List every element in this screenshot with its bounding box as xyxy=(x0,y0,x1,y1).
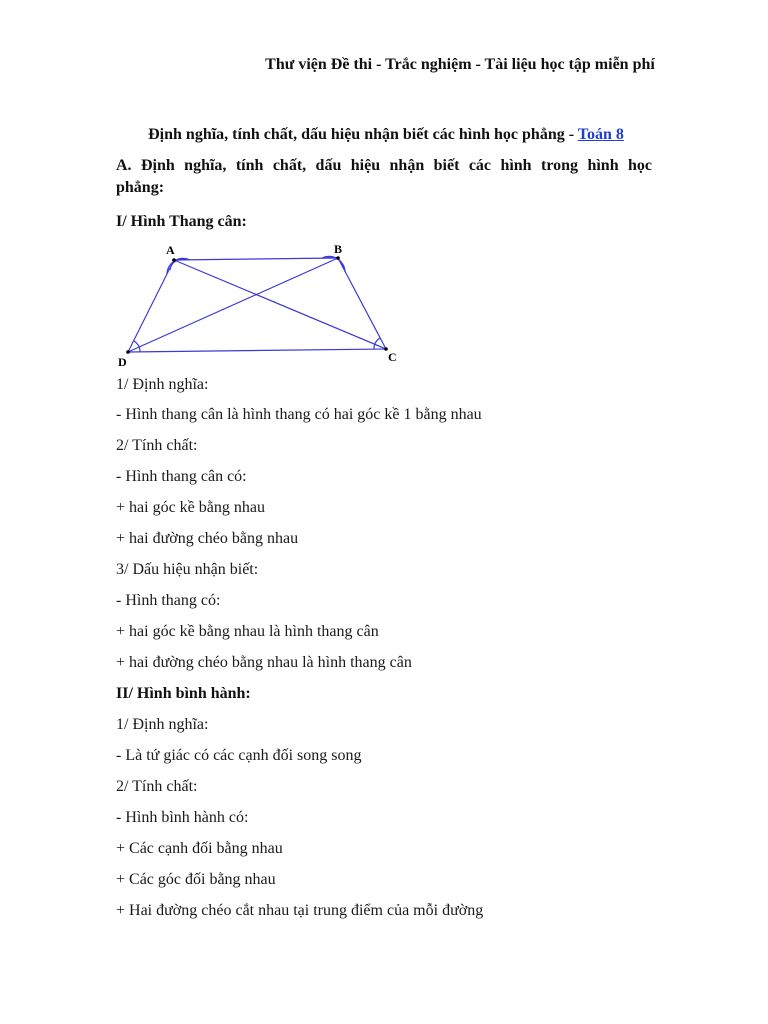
parallelogram-heading: II/ Hình bình hành: xyxy=(116,685,251,702)
trapezoid-sign-2: + hai đường chéo bằng nhau là hình thang cân xyxy=(116,654,412,671)
label-b: B xyxy=(334,242,343,256)
trapezoid-properties-title: 2/ Tính chất: xyxy=(116,437,198,454)
isosceles-trapezoid-diagram xyxy=(112,238,412,372)
trapezoid-definition-text: - Hình thang cân là hình thang có hai góc kề 1 bằng nhau xyxy=(116,406,482,423)
angle-mark-c xyxy=(374,338,380,349)
parallelogram-definition-text: - Là tứ giác có các cạnh đối song song xyxy=(116,747,362,764)
document-subtitle xyxy=(116,124,656,145)
vertex-b xyxy=(336,256,340,260)
subtitle-text: Định nghĩa, tính chất, dấu hiệu nhận biết các hình học phẳng - xyxy=(148,126,578,143)
parallelogram-properties-title: 2/ Tính chất: xyxy=(116,778,198,795)
label-d: D xyxy=(118,355,127,369)
side-cd xyxy=(128,349,386,352)
side-ab xyxy=(174,258,338,260)
label-a: A xyxy=(166,243,175,257)
trapezoid-property-1: + hai góc kề bằng nhau xyxy=(116,499,265,516)
trapezoid-sign-1: + hai góc kề bằng nhau là hình thang cân xyxy=(116,623,379,640)
vertex-d xyxy=(126,350,130,354)
parallelogram-property-1: + Các cạnh đối bằng nhau xyxy=(116,840,283,857)
page-header: Thư viện Đề thi - Trắc nghiệm - Tài liệu học tập miễn phí xyxy=(265,56,655,73)
parallelogram-definition-title: 1/ Định nghĩa: xyxy=(116,716,209,733)
diagonal-ac xyxy=(174,260,386,349)
section-a-heading: A. Định nghĩa, tính chất, dấu hiệu nhận biết các hình trong hình học phẳng: xyxy=(116,157,652,196)
parallelogram-property-2: + Các góc đối bằng nhau xyxy=(116,871,276,888)
trapezoid-signs-intro: - Hình thang có: xyxy=(116,592,221,609)
trapezoid-definition-title: 1/ Định nghĩa: xyxy=(116,376,209,393)
parallelogram-property-3: + Hai đường chéo cắt nhau tại trung điểm của mỗi đường xyxy=(116,902,484,919)
parallelogram-properties-intro: - Hình bình hành có: xyxy=(116,809,249,826)
label-c: C xyxy=(388,350,397,364)
vertex-a xyxy=(172,258,176,262)
angle-mark-d xyxy=(134,341,140,352)
trapezoid-properties-intro: - Hình thang cân có: xyxy=(116,468,247,485)
trapezoid-signs-title: 3/ Dấu hiệu nhận biết: xyxy=(116,561,259,578)
trapezoid-heading: I/ Hình Thang cân: xyxy=(116,213,247,230)
trapezoid-property-2: + hai đường chéo bằng nhau xyxy=(116,530,299,547)
toan-8-link[interactable]: Toán 8 xyxy=(577,126,624,143)
diagonal-bd xyxy=(128,258,338,352)
